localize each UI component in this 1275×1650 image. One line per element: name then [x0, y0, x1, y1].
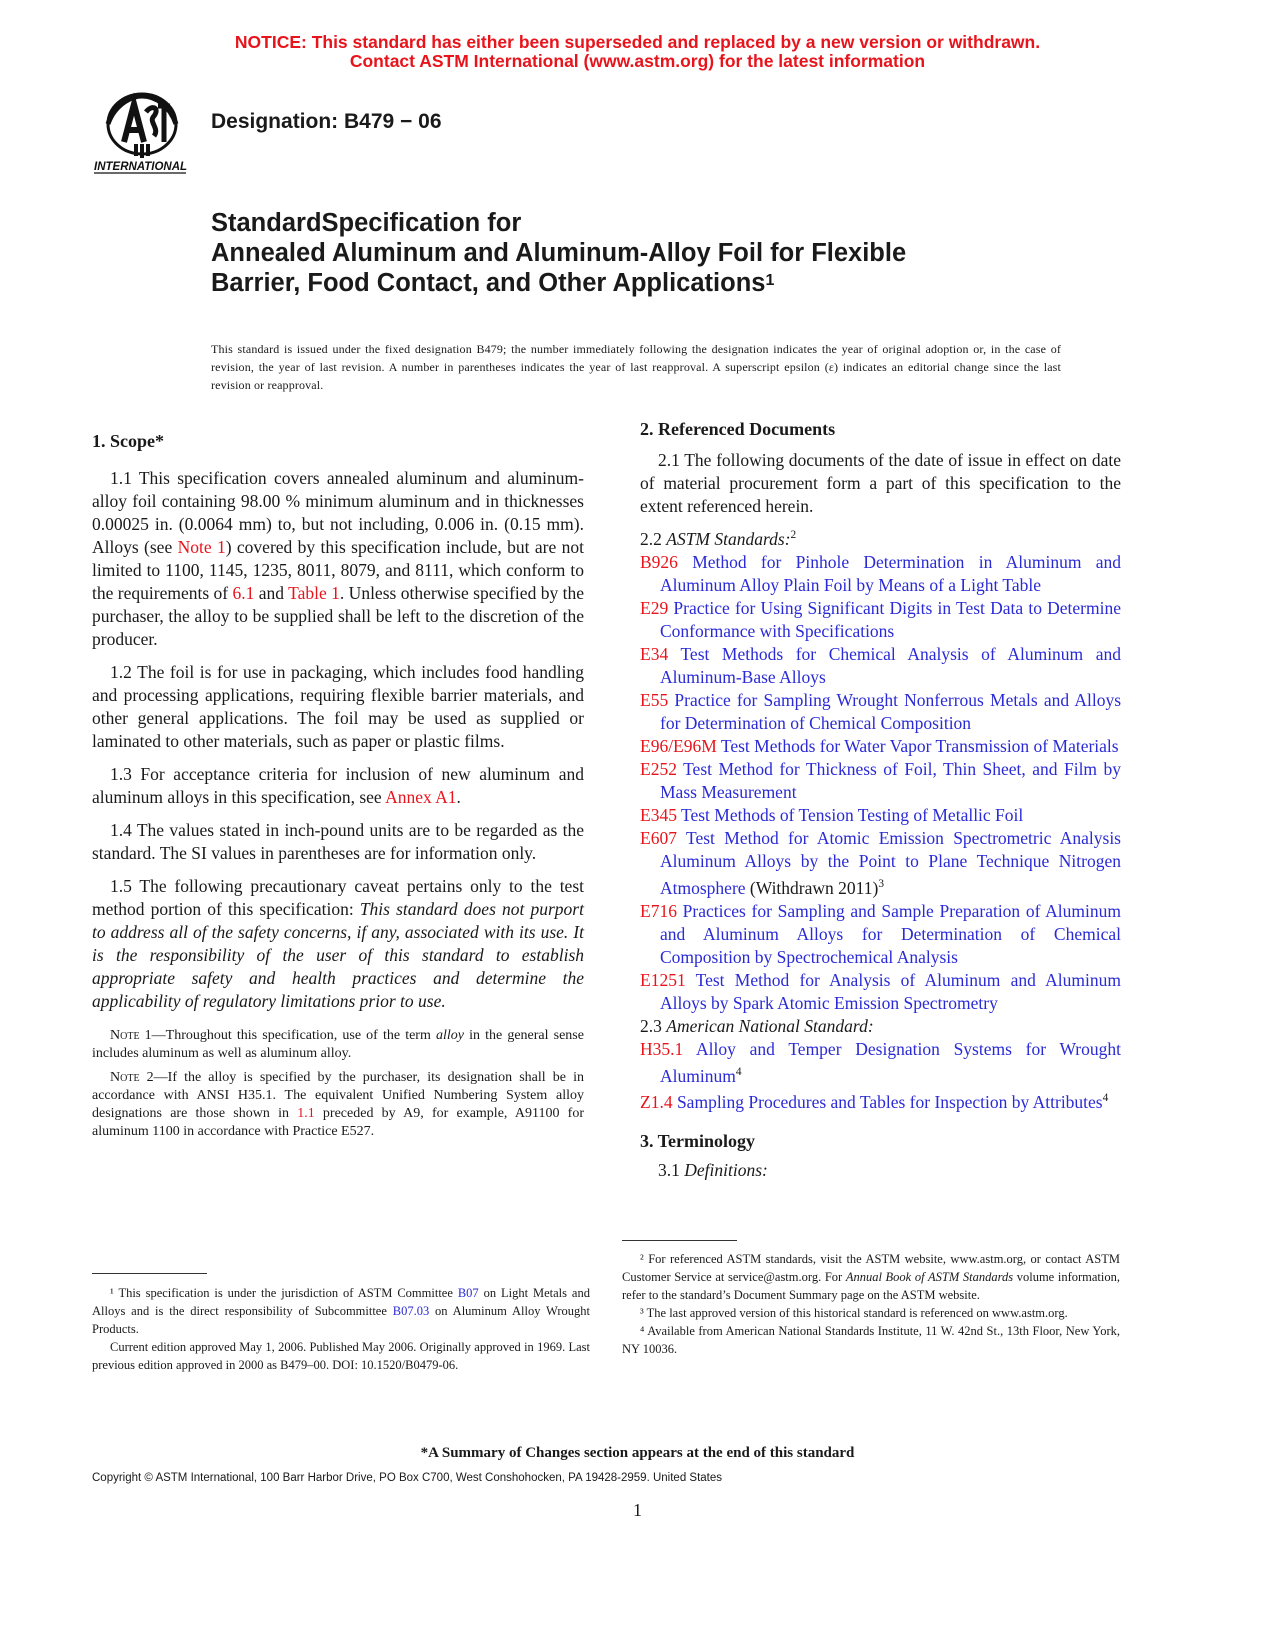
left-column: [92, 430, 584, 1147]
page-number: 1: [633, 1500, 642, 1520]
footnote-1-para-2: Current edition approved May 1, 2006. Published May 2006. Originally approved in 1969. Last previous edition approved in 2000 as B479–00. DOI: 10.1520/B0479-06.: [92, 1340, 590, 1372]
astm-ref-e55: [640, 689, 1121, 735]
scope-1-2: 1.2 The foil is for use in packaging, which includes food handling and processing applications, requiring flexible barrier materials, and other general applications. The foil may be used as supplied or laminated to other materials, such as paper or plastic films.: [92, 662, 584, 751]
scope-1-3-text-b: .: [456, 787, 461, 807]
note-2-label: Note 2: [110, 1070, 154, 1085]
terminology-3-1: [640, 1159, 1121, 1182]
reference-code-link[interactable]: E345: [640, 804, 677, 825]
scope-1-4: 1.4 The values stated in inch-pound units are to be regarded as the standard. The SI values in parentheses are for information only.: [92, 820, 584, 863]
footnote-1: [92, 1284, 590, 1374]
astm-logo: [94, 86, 198, 178]
astm-ref-e34: [640, 643, 1121, 689]
reference-code-link[interactable]: E55: [640, 689, 669, 710]
reference-code-link[interactable]: E716: [640, 900, 677, 921]
note-2-text-a: —If the alloy is specified by the purchaser, its designation shall be in accordance with ANSI H35.1. The equivalent Unified Numbering System alloy designations are those shown in: [92, 1070, 584, 1121]
section-1-1-link[interactable]: 1.1: [297, 1106, 315, 1121]
astm-ref-e716: [640, 900, 1121, 969]
note-1-italic: alloy: [435, 1028, 464, 1043]
reference-footnote-mark: 3: [878, 877, 885, 890]
footnote-1-para-1: [92, 1284, 590, 1338]
astm-standards-text: ASTM Standards:: [666, 528, 791, 549]
ansi-standard-label: [640, 1015, 1121, 1038]
ansi-standard-text: American National Standard:: [666, 1015, 874, 1036]
reference-code-link[interactable]: Z1.4: [640, 1092, 673, 1113]
reference-title-link[interactable]: Practice for Using Significant Digits in Test Data to Determine Conformance with Specifications: [660, 597, 1122, 641]
reference-code-link[interactable]: E96/E96M: [640, 735, 717, 756]
scope-1-5: [92, 875, 584, 1013]
table-1-link[interactable]: Table 1: [288, 583, 340, 603]
footnote-2-text-a: ² For referenced ASTM standards, visit the ASTM website, www.astm.org, or contact ASTM Customer Service at service@astm.org. For: [622, 1252, 1120, 1284]
scope-heading: 1. Scope*: [92, 431, 164, 451]
reference-title-link[interactable]: Test Method for Atomic Emission Spectrometric Analysis Aluminum Alloys by the Point to Plane Technique Nitrogen Atmosphere: [660, 827, 1121, 898]
astm-logo-icon: [94, 86, 198, 178]
reference-title-link[interactable]: Method for Pinhole Determination in Aluminum and Aluminum Alloy Plain Foil by Means of a Light Table: [660, 551, 1121, 595]
astm-standards-label: [640, 524, 1121, 551]
footnote-2-text-b: volume information, refer to the standard’s Document Summary page on the ASTM website.: [622, 1270, 1120, 1302]
reference-title-link[interactable]: Practice for Sampling Wrought Nonferrous Metals and Alloys for Determination of Chemical Composition: [660, 689, 1121, 733]
reference-code-link[interactable]: E29: [640, 597, 669, 618]
scope-1-1: [92, 467, 584, 651]
terminology-3-1-num: 3.1: [658, 1160, 685, 1181]
footnote-4: ⁴ Available from American National Standards Institute, 11 W. 42nd St., 13th Floor, New York, NY 10036.: [622, 1324, 1120, 1356]
summary-of-changes-note: *A Summary of Changes section appears at the end of this standard: [420, 1445, 855, 1461]
definitions-label: Definitions:: [684, 1160, 768, 1181]
reference-title-link[interactable]: Test Method for Thickness of Foil, Thin Sheet, and Film by Mass Measurement: [660, 758, 1121, 802]
reference-title-link[interactable]: Test Method for Analysis of Aluminum and Aluminum Alloys by Spark Atomic Emission Spectrometry: [660, 969, 1121, 1013]
scope-1-1-text-d: . Unless otherwise specified by the purchaser, the alloy to be supplied shall be left to the discretion of the producer.: [92, 583, 584, 649]
astm-ref-e1251: [640, 969, 1121, 1015]
annex-a1-link[interactable]: Annex A1: [385, 787, 457, 807]
footnote-divider-right: [622, 1240, 737, 1241]
astm-ref-e607: [640, 827, 1121, 900]
section-6-1-link[interactable]: 6.1: [232, 583, 255, 603]
reference-title-link[interactable]: Practices for Sampling and Sample Preparation of Aluminum and Aluminum Alloys for Determination of Chemical Composition by Spectrochemical Analysis: [660, 900, 1122, 967]
ansi-ref-z1-4: [640, 1087, 1121, 1114]
title-footnote-mark: 1: [765, 272, 775, 289]
reference-code-link[interactable]: E34: [640, 643, 669, 664]
ansi-standards-list: [640, 1038, 1121, 1115]
scope-1-1-text-b: ) covered by this specification include, but are not limited to 1100, 1145, 1235, 8011, 8079, and 8111, which conform to the requirements of: [92, 537, 584, 603]
footnote-2: [622, 1250, 1120, 1304]
footnote-1-text-b: on Light Metals and Alloys and is the direct responsibility of Subcommittee: [92, 1286, 590, 1318]
reference-code-link[interactable]: H35.1: [640, 1038, 684, 1059]
ansi-standard-num: 2.3: [640, 1015, 667, 1036]
scope-1-3-text-a: 1.3 For acceptance criteria for inclusion of new aluminum and aluminum alloys in this specification, see: [92, 764, 584, 807]
note-1-link[interactable]: Note 1: [177, 537, 226, 557]
reference-code-link[interactable]: E607: [640, 827, 677, 848]
title-line-3-text: Barrier, Food Contact, and Other Applications: [211, 269, 766, 297]
astm-ref-e345: [640, 804, 1121, 827]
astm-standards-sup: 2: [790, 529, 797, 541]
astm-ref-e29: [640, 597, 1121, 643]
reference-extra: (Withdrawn 2011): [745, 877, 879, 898]
notice-line-2: Contact ASTM International (www.astm.org) for the latest information: [349, 51, 926, 71]
scope-1-1-text-c: and: [254, 583, 289, 603]
reference-code-link[interactable]: E252: [640, 758, 677, 779]
copyright-line: Copyright © ASTM International, 100 Barr Harbor Drive, PO Box C700, West Conshohocken, PA 19428-2959. United States: [92, 1472, 723, 1484]
committee-b07-link[interactable]: B07: [457, 1286, 479, 1300]
note-1-label: Note 1: [110, 1028, 152, 1043]
withdrawal-notice: [0, 33, 1275, 71]
reference-code-link[interactable]: B926: [640, 551, 678, 572]
document-title: [211, 208, 1111, 298]
note-1: [92, 1027, 584, 1063]
title-line-1: StandardSpecification for: [211, 209, 522, 237]
subcommittee-b07-03-link[interactable]: B07.03: [392, 1304, 430, 1318]
note-2-text-b: preceded by A9, for example, A91100 for aluminum 1100 in accordance with Practice E527.: [92, 1106, 584, 1139]
reference-title-link[interactable]: Sampling Procedures and Tables for Inspection by Attributes: [676, 1092, 1103, 1113]
reference-title-link[interactable]: Test Methods of Tension Testing of Metallic Foil: [681, 804, 1024, 825]
title-line-2: Annealed Aluminum and Aluminum-Alloy Foil for Flexible: [211, 239, 907, 267]
astm-standards-num: 2.2: [640, 528, 667, 549]
notice-line-1: NOTICE: This standard has either been superseded and replaced by a new version or withdrawn.: [234, 32, 1041, 52]
safety-caveat: This standard does not purport to address all of the safety concerns, if any, associated with its use. It is the responsibility of the user of this standard to establish appropriate safety and health practices and determine the applicability of regulatory limitations prior to use.: [92, 899, 584, 1011]
note-1-text-a: —Throughout this specification, use of the term: [151, 1028, 436, 1043]
astm-ref-e96-e96m: [640, 735, 1121, 758]
reference-footnote-mark: 4: [735, 1065, 742, 1078]
footnote-3: ³ The last approved version of this historical standard is referenced on www.astm.org.: [640, 1306, 1068, 1320]
designation: Designation: B479 − 06: [211, 110, 442, 133]
note-2: [92, 1069, 584, 1141]
astm-ref-b926: [640, 551, 1121, 597]
footnote-1-text-c: on Aluminum Alloy Wrought Products.: [92, 1304, 590, 1336]
scope-1-3: [92, 763, 584, 809]
reference-code-link[interactable]: E1251: [640, 969, 686, 990]
right-column: [640, 418, 1121, 1182]
astm-ref-e252: [640, 758, 1121, 804]
referenced-documents-heading: 2. Referenced Documents: [640, 419, 836, 439]
reference-title-link[interactable]: Test Methods for Water Vapor Transmission of Materials: [720, 735, 1119, 756]
title-line-3: [211, 268, 1111, 298]
scope-1-5-text: 1.5 The following precautionary caveat pertains only to the test method portion of this specification:: [92, 876, 584, 919]
issuance-statement: This standard is issued under the fixed designation B479; the number immediately following the designation indicates the year of original adoption or, in the case of revision, the year of last revision. A number in parentheses indicates the year of last reapproval. A superscript epsilon (ε) indicates an editorial change since the last revision or reapproval.: [211, 342, 1061, 392]
footnote-2-italic: Annual Book of ASTM Standards: [845, 1270, 1014, 1284]
reference-title-link[interactable]: Test Methods for Chemical Analysis of Aluminum and Aluminum-Base Alloys: [660, 643, 1122, 687]
ansi-ref-h35-1: [640, 1038, 1121, 1088]
logo-wordmark: INTERNATIONAL: [94, 161, 188, 173]
note-1-text-b: in the general sense includes aluminum as well as aluminum alloy.: [92, 1028, 584, 1061]
reference-title-link[interactable]: Alloy and Temper Designation Systems for Wrought Aluminum: [660, 1038, 1121, 1086]
terminology-heading: 3. Terminology: [640, 1131, 756, 1152]
astm-standards-list: [640, 551, 1121, 1015]
footnote-1-text-a: ¹ This specification is under the jurisdiction of ASTM Committee: [110, 1286, 458, 1300]
footnotes-right: [622, 1250, 1120, 1358]
footnote-divider-left: [92, 1273, 207, 1274]
reference-footnote-mark: 4: [1102, 1092, 1109, 1105]
referenced-2-1: 2.1 The following documents of the date of issue in effect on date of material procurement form a part of this specification to the extent referenced herein.: [640, 450, 1121, 516]
scope-1-1-text-a: 1.1 This specification covers annealed aluminum and aluminum-alloy foil containing 98.00 % minimum aluminum and in thicknesses 0.00025 in. (0.0064 mm) to, but not including, 0.006 in. (0.15 mm). Alloys (see: [92, 468, 584, 557]
